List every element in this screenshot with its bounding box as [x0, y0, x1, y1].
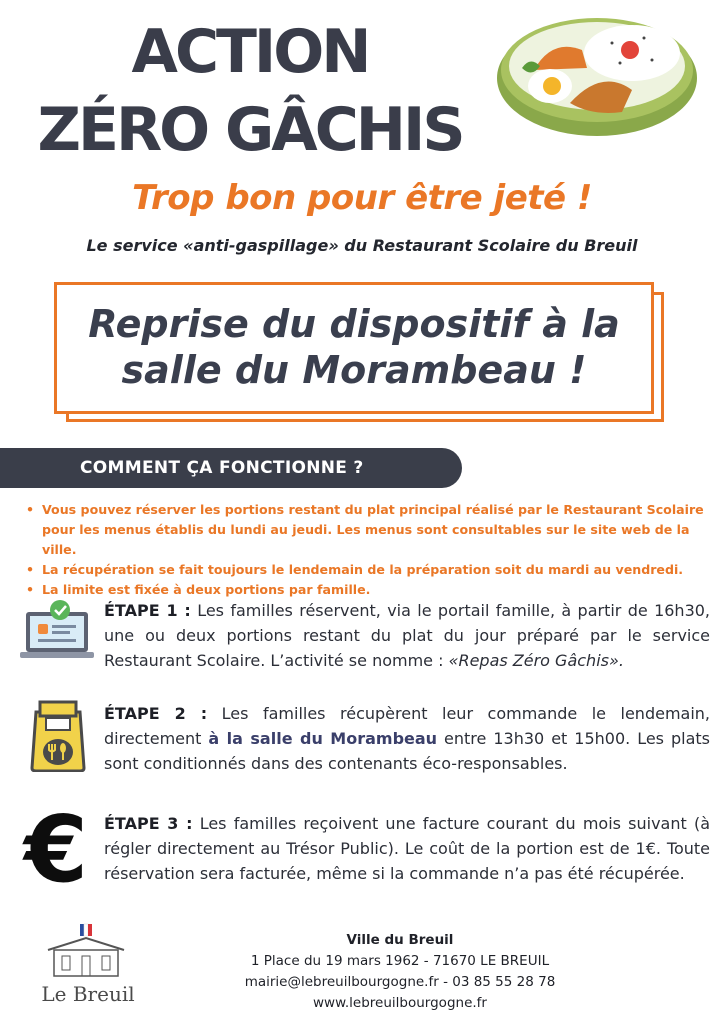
title-line-1: ACTION: [131, 17, 369, 87]
euro-icon: €: [23, 796, 88, 903]
announcement-text: Reprise du dispositif à la salle du Morambeau !: [88, 302, 620, 392]
step-2-text: Les familles récupèrent leur commande le lendemain, directement: [104, 704, 711, 748]
step-3: [104, 811, 710, 886]
step-3-label: ÉTAPE 3 :: [104, 814, 193, 833]
footer-contact: [230, 930, 570, 1014]
step-2-text-end: entre 13h30 et 15h00. Les plats sont conditionnés dans des contenants éco-responsables.: [104, 729, 711, 773]
step-1-text: Les familles réservent, via le portail famille, à partir de 16h30, une ou deux portions restant du plat du jour préparé par le service Restaurant Scolaire. L’activité se nomme :: [104, 601, 711, 670]
step-1-label: ÉTAPE 1 :: [104, 601, 191, 620]
step-2-label: ÉTAPE 2 :: [104, 704, 208, 723]
step-3-text: Les familles reçoivent une facture courant du mois suivant (à régler directement au Trésor Public). Le coût de la portion est de 1€. Toute réservation sera facturée, même si la commande n’a pas été récupérée.: [104, 814, 711, 883]
announcement-box: [54, 282, 654, 414]
town-address: 1 Place du 19 mars 1962 - 71670 LE BREUIL: [250, 953, 550, 969]
town-website: www.lebreuilbourgogne.fr: [313, 995, 487, 1011]
list-item: • La limite est fixée à deux portions par famille.: [26, 580, 716, 600]
title-line-2: ZÉRO GÂCHIS: [37, 95, 463, 165]
town-contact: mairie@lebreuilbourgogne.fr - 03 85 55 28 78: [244, 974, 556, 990]
town-name: Ville du Breuil: [346, 932, 454, 948]
bento-box-icon: [492, 8, 702, 138]
subtitle: Trop bon pour être jeté !: [132, 178, 592, 218]
tagline: Le service «anti-gaspillage» du Restaurant Scolaire du Breuil: [86, 236, 638, 255]
step-1: [104, 598, 710, 673]
step-2: [104, 701, 710, 776]
town-logo-text: Le Breuil: [41, 982, 135, 1006]
list-item: • La récupération se fait toujours le lendemain de la préparation soit du mardi au vendredi.: [26, 560, 716, 580]
list-item: • Vous pouvez réserver les portions restant du plat principal réalisé par le Restaurant Scolaire pour les menus établis du lundi au jeudi. Les menus sont consultables sur le site web de la ville.: [26, 500, 716, 560]
food-bag-icon: [30, 700, 86, 772]
laptop-check-icon: [18, 600, 96, 666]
step-2-location: à la salle du Morambeau: [208, 729, 438, 748]
section-title: COMMENT ÇA FONCTIONNE ?: [80, 458, 364, 478]
step-1-activity-name: «Repas Zéro Gâchis».: [448, 651, 624, 670]
info-bullet-list: [26, 500, 716, 600]
section-header-bar: [0, 448, 462, 488]
